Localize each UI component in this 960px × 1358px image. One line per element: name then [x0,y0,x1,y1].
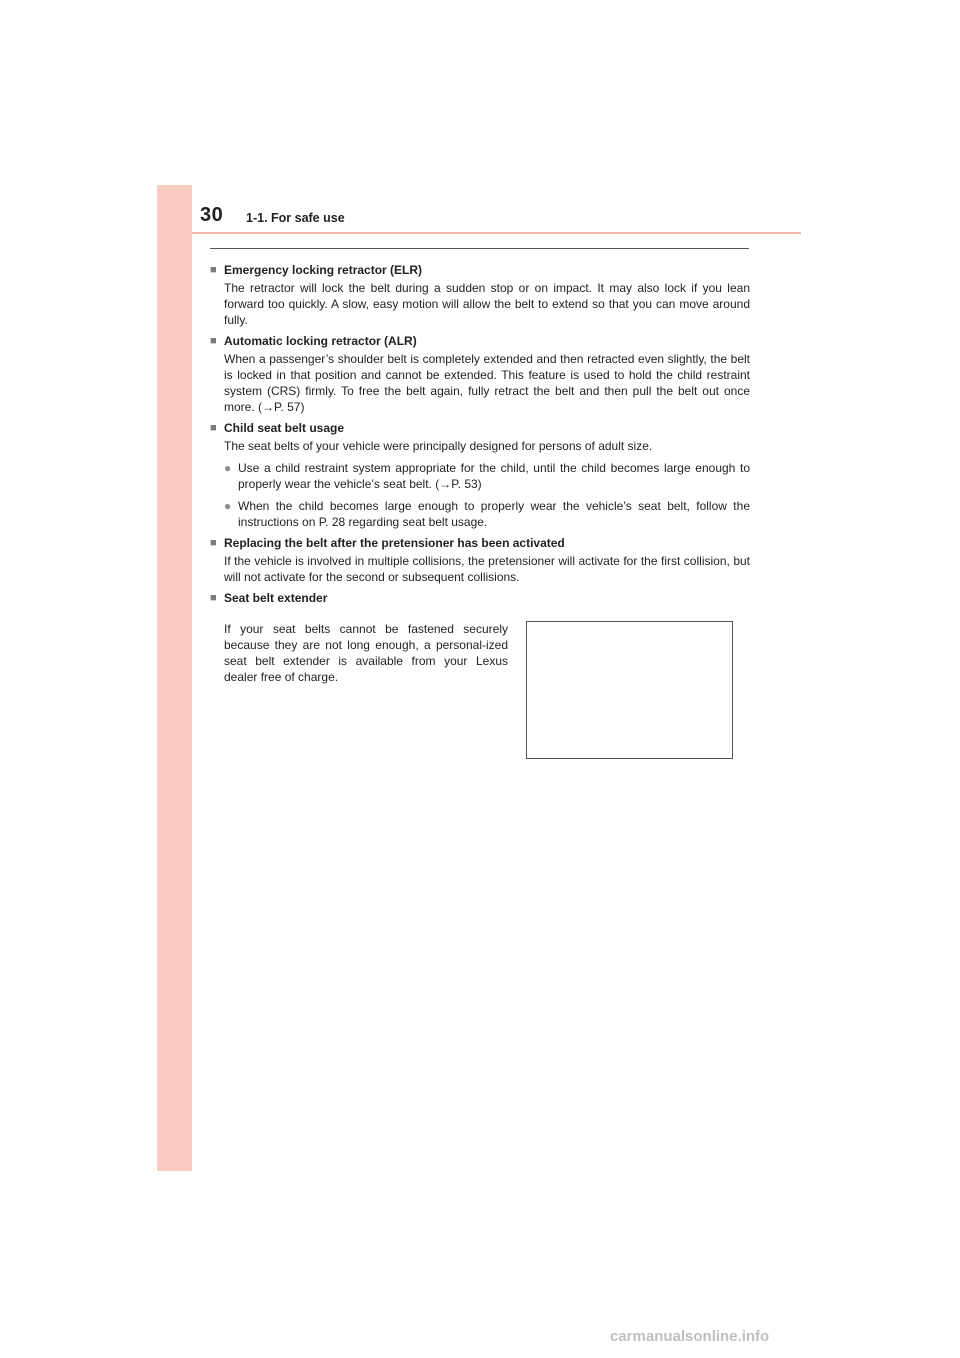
section-heading-text: Emergency locking retractor (ELR) [224,262,423,277]
section-body: The seat belts of your vehicle were principally designed for persons of adult size. [224,439,653,453]
section-body: When a passenger’s shoulder belt is completely extended and then retracted even slightly, the belt is locked in that position and cannot be extended. This feature is used to hold the child restraint system (CRS) firmly. To free the belt again, fully retract the belt and then pull the belt out once more. (→P. 57) [224,352,750,414]
illustration-frame [526,621,733,759]
square-icon: ■ [210,591,217,604]
section-heading [210,533,750,552]
header-rule [192,232,801,234]
section-title: 1-1. For safe use [246,211,345,225]
content-rule [210,248,749,249]
square-icon: ■ [210,263,217,276]
section-body: The retractor will lock the belt during a sudden stop or on impact. It may also lock if you lean forward too quickly. A slow, easy motion will allow the belt to extend so that you can move around fully. [224,281,750,327]
section-heading-text: Child seat belt usage [224,420,345,435]
side-band [157,185,192,1171]
seat-belt-extender-block [210,607,750,757]
circle-bullet-icon: ● [224,499,232,513]
section-heading-text: Seat belt extender [224,590,328,605]
section-heading [210,260,750,279]
list-item [224,460,750,492]
list-item [224,498,750,530]
list-item-text: When the child becomes large enough to properly wear the vehicle’s seat belt, follow the instructions on P. 28 regarding seat belt usage. [238,499,750,529]
section-heading [210,588,750,607]
section-heading-text: Automatic locking retractor (ALR) [224,333,417,348]
section-heading-text: Replacing the belt after the pretensioner has been activated [224,535,565,550]
square-icon: ■ [210,334,217,347]
page-number: 30 [200,204,224,226]
section-heading [210,418,750,437]
watermark: carmanualsonline.info [610,1328,770,1345]
section-heading [210,331,750,350]
list-item-text: Use a child restraint system appropriate for the child, until the child becomes large enough to properly wear the vehicle’s seat belt. (→P. 53) [238,461,750,491]
page-content [210,257,750,757]
section-body: If your seat belts cannot be fastened securely because they are not long enough, a personal-ized seat belt extender is available from your Lexus dealer free of charge. [224,622,508,684]
square-icon: ■ [210,421,217,434]
square-icon: ■ [210,536,217,549]
circle-bullet-icon: ● [224,461,232,475]
section-body: If the vehicle is involved in multiple collisions, the pretensioner will activate for the first collision, but will not activate for the second or subsequent collisions. [224,554,750,584]
